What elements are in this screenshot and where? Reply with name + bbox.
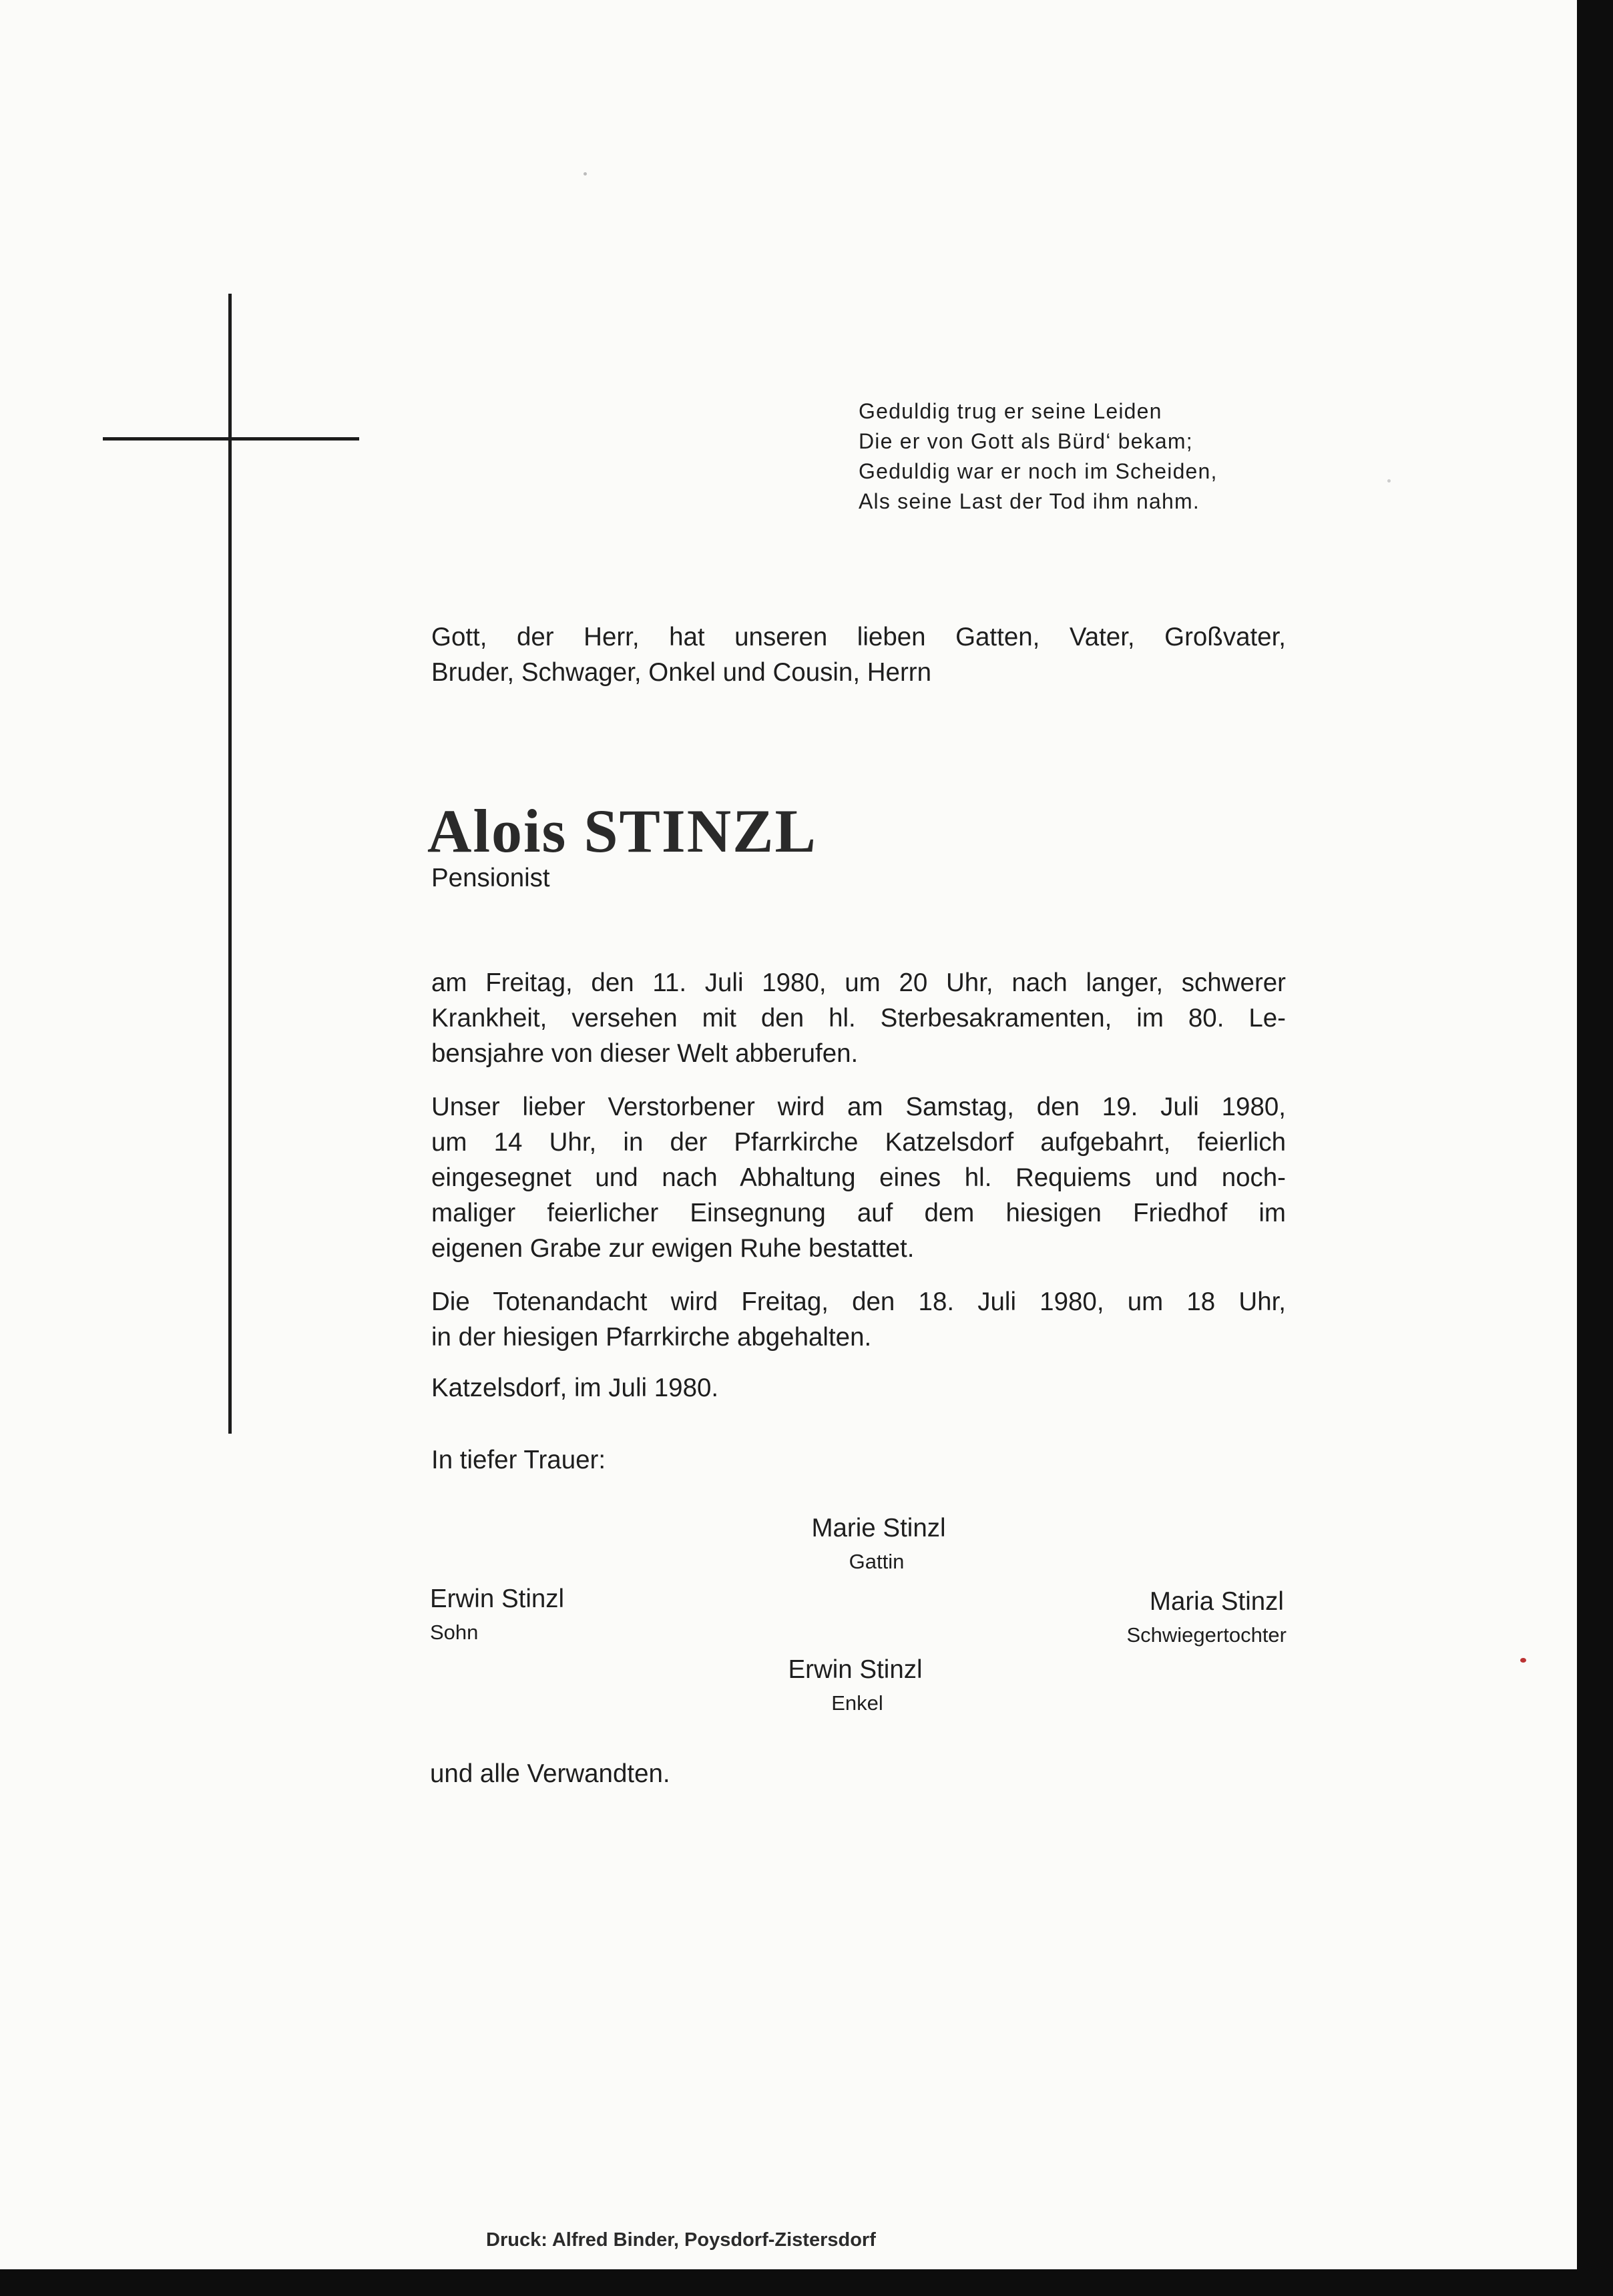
devotion-line: Die Totenandacht wird Freitag, den 18. Juli 1980, um 18 Uhr, <box>431 1287 1286 1316</box>
mourner-daughter-in-law-relation: Schwiegertochter <box>1126 1623 1287 1647</box>
place-date: Katzelsdorf, im Juli 1980. <box>431 1374 719 1402</box>
funeral-line: eingesegnet und nach Abhaltung eines hl. Requiems und noch- <box>431 1163 1286 1192</box>
paper-speck <box>1387 479 1391 483</box>
printer-imprint: Druck: Alfred Binder, Poysdorf-Zistersdorf <box>486 2229 876 2251</box>
paper-speck <box>1520 1658 1526 1663</box>
death-notice-line: am Freitag, den 11. Juli 1980, um 20 Uhr, nach langer, schwerer <box>431 968 1286 997</box>
intro-line: Bruder, Schwager, Onkel und Cousin, Herrn <box>431 658 932 687</box>
devotion-paragraph <box>431 1284 1286 1355</box>
mourner-grandson-name: Erwin Stinzl <box>788 1655 923 1684</box>
death-notice-paragraph <box>431 965 1286 1071</box>
cross-icon <box>228 294 232 1434</box>
death-notice-line: bensjahre von dieser Welt abberufen. <box>431 1039 859 1068</box>
intro-line: Gott, der Herr, hat unseren lieben Gatten, Vater, Großvater, <box>431 623 1286 651</box>
mourning-intro: In tiefer Trauer: <box>431 1446 606 1474</box>
mourner-son-relation: Sohn <box>430 1621 479 1644</box>
mourner-wife-name: Marie Stinzl <box>811 1514 946 1542</box>
epigraph-line: Geduldig war er noch im Scheiden, <box>859 459 1218 483</box>
deceased-name: Alois STINZL <box>427 797 817 865</box>
epigraph-line: Als seine Last der Tod ihm nahm. <box>859 489 1200 513</box>
funeral-line: um 14 Uhr, in der Pfarrkirche Katzelsdorf aufgebahrt, feierlich <box>431 1128 1286 1157</box>
closing-line: und alle Verwandten. <box>430 1759 670 1788</box>
funeral-line: maliger feierlicher Einsegnung auf dem hiesigen Friedhof im <box>431 1199 1286 1227</box>
epigraph-verse <box>859 396 1218 517</box>
epigraph-line: Die er von Gott als Bürd‘ bekam; <box>859 429 1193 453</box>
devotion-line: in der hiesigen Pfarrkirche abgehalten. <box>431 1323 872 1352</box>
intro-paragraph <box>431 619 1286 690</box>
cross-icon-crossbar <box>103 437 359 441</box>
funeral-line: eigenen Grabe zur ewigen Ruhe bestattet. <box>431 1234 915 1263</box>
mourner-son-name: Erwin Stinzl <box>430 1585 565 1613</box>
epigraph-line: Geduldig trug er seine Leiden <box>859 399 1162 423</box>
funeral-line: Unser lieber Verstorbener wird am Samstag, den 19. Juli 1980, <box>431 1093 1286 1121</box>
mourner-daughter-in-law-name: Maria Stinzl <box>1149 1587 1284 1616</box>
death-notice-line: Krankheit, versehen mit den hl. Sterbesakramenten, im 80. Le- <box>431 1004 1286 1033</box>
paper-speck <box>584 172 587 176</box>
funeral-paragraph <box>431 1089 1286 1266</box>
mourner-grandson-relation: Enkel <box>831 1691 883 1715</box>
deceased-occupation: Pensionist <box>431 864 550 892</box>
mourner-wife-relation: Gattin <box>849 1550 905 1573</box>
